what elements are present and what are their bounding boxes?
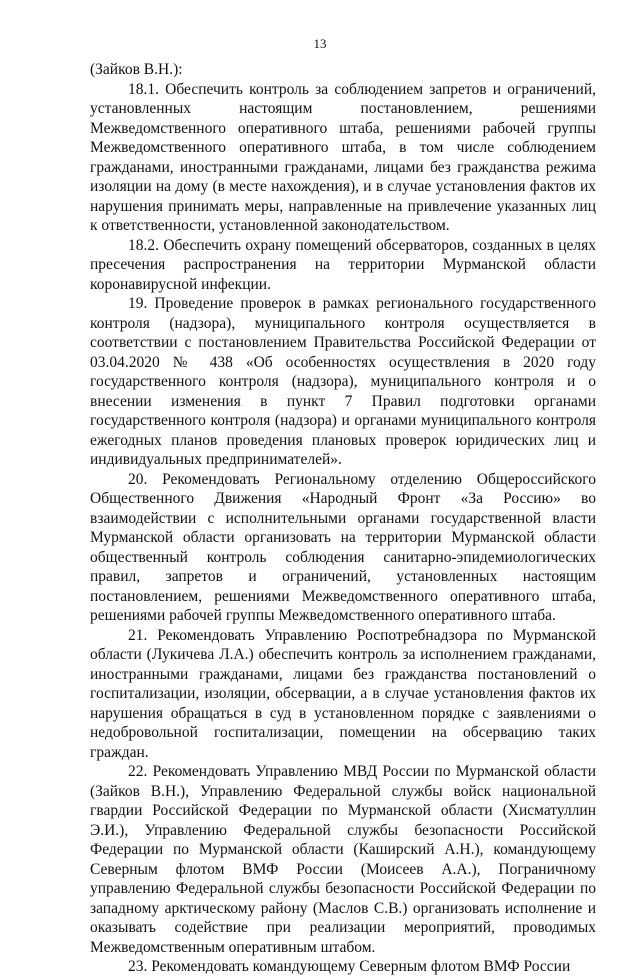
paragraph-18-2: 18.2. Обеспечить охрану помещений обсерваторов, созданных в целях пресечения распространения на территории Мурманской области коронавирусной инфекции. xyxy=(90,236,596,293)
paragraph-20: 20. Рекомендовать Региональному отделению Общероссийского Общественного Движения «Народный Фронт «За Россию» во взаимодействии с исполнительными органами государственной власти Мурманской области организовать на территории Мурманской области общественный контроль соблюдения санитарно-эпидемиологических правил, запретов и ограничений, установленных настоящим постановлением, решениями Межведомственного оперативного штаба, решениями рабочей группы Межведомственного оперативного штаба. xyxy=(90,470,596,624)
paragraph-continuation: (Зайков В.Н.): xyxy=(90,61,183,78)
paragraph-19: 19. Проведение проверок в рамках регионального государственного контроля (надзора), муниципального контроля осуществляется в соответствии с постановлением Правительства Российской Федерации от 03.04.2020 № 438 «Об особенностях осуществления в 2020 году государственного контроля (надзора), муниципального контроля и о внесении изменения в пункт 7 Правил подготовки органами государственного контроля (надзора) и органами муниципального контроля ежегодных планов проведения плановых проверок юридических лиц и индивидуальных предпринимателей». xyxy=(90,295,596,468)
document-body xyxy=(90,60,596,977)
paragraph-18-1: 18.1. Обеспечить контроль за соблюдением запретов и ограничений, установленных настоящим постановлением, решениями Межведомственного оперативного штаба, решениями рабочей группы Межведомственного оперативного штаба, в том числе соблюдением гражданами, иностранными гражданами, лицами без гражданства режима изоляции на дому (в месте нахождения), и в случае установления фактов их нарушения принимать меры, направленные на привлечение указанных лиц к ответственности, установленной законодательством. xyxy=(90,80,596,234)
paragraph-21: 21. Рекомендовать Управлению Роспотребнадзора по Мурманской области (Лукичева Л.А.) обеспечить контроль за исполнением гражданами, иностранными гражданами, лицами без гражданства постановлений о госпитализации, изоляции, обсервации, а в случае установления фактов их нарушения обращаться в суд в установленном порядке с заявлениями о недобровольной госпитализации, помещении на обсервацию таких граждан. xyxy=(90,626,596,761)
paragraph-22: 22. Рекомендовать Управлению МВД России по Мурманской области (Зайков В.Н.), Управлению Федеральной службы войск национальной гвардии Российской Федерации по Мурманской области (Хисматуллин Э.И.), Управлению Федеральной службы безопасности Российской Федерации по Мурманской области (Каширский А.Н.), командующему Северным флотом ВМФ России (Моисеев А.А.), Пограничному управлению Федеральной службы безопасности Российской Федерации по западному арктическому району (Маслов С.В.) организовать исполнение и оказывать содействие при реализации мероприятий, проводимых Межведомственным оперативным штабом. xyxy=(90,763,596,956)
page-number: 13 xyxy=(313,36,327,51)
paragraph-23: 23. Рекомендовать командующему Северным флотом ВМФ России xyxy=(128,958,571,975)
